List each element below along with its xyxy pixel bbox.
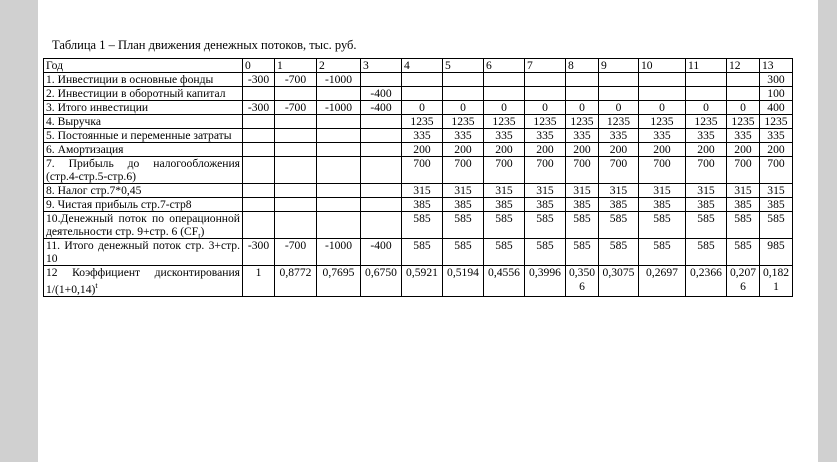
table-cell: 300 xyxy=(760,73,793,87)
table-cell: 0,1821 xyxy=(760,266,793,297)
table-cell xyxy=(275,184,317,198)
table-cell xyxy=(243,143,275,157)
table-row xyxy=(44,87,793,101)
table-cell xyxy=(243,87,275,101)
table-cell: 1235 xyxy=(760,115,793,129)
table-cell: 0 xyxy=(566,101,599,115)
table-cell: 315 xyxy=(525,184,566,198)
row-label xyxy=(44,129,243,143)
table-cell: -400 xyxy=(361,87,402,101)
table-cell: 585 xyxy=(599,212,639,239)
table-cell: -1000 xyxy=(317,73,361,87)
row-label-text: 5. Постоянные и переменные затраты xyxy=(46,129,232,142)
table-cell: 0 xyxy=(599,101,639,115)
table-cell xyxy=(599,87,639,101)
table-cell: 585 xyxy=(639,212,686,239)
table-cell: 1235 xyxy=(484,115,525,129)
table-cell: 1235 xyxy=(566,115,599,129)
header-year-cell: 2 xyxy=(317,59,361,73)
table-cell: 585 xyxy=(443,212,484,239)
table-cell: 200 xyxy=(443,143,484,157)
table-cell: -300 xyxy=(243,239,275,266)
table-cell xyxy=(275,157,317,184)
header-year-cell: 5 xyxy=(443,59,484,73)
table-cell: 335 xyxy=(402,129,443,143)
row-label xyxy=(44,212,243,239)
table-cell: 200 xyxy=(760,143,793,157)
table-cell xyxy=(566,87,599,101)
table-cell: 700 xyxy=(566,157,599,184)
table-cell xyxy=(599,73,639,87)
table-cell: 0 xyxy=(443,101,484,115)
table-cell xyxy=(275,143,317,157)
table-cell: 0,2366 xyxy=(686,266,727,297)
table-cell: 335 xyxy=(484,129,525,143)
table-cell xyxy=(317,198,361,212)
table-cell: 0 xyxy=(525,101,566,115)
header-year-cell: 9 xyxy=(599,59,639,73)
row-label xyxy=(44,198,243,212)
row-label-subscript: t xyxy=(198,231,201,239)
row-label xyxy=(44,115,243,129)
row-label xyxy=(44,101,243,115)
row-label xyxy=(44,266,243,297)
row-label-text: 3. Итого инвестиции xyxy=(46,101,149,114)
table-cell: 585 xyxy=(599,239,639,266)
table-cell: -400 xyxy=(361,101,402,115)
table-cell: 335 xyxy=(566,129,599,143)
row-label-superscript: t xyxy=(95,281,98,290)
table-cell: 0,4556 xyxy=(484,266,525,297)
table-cell: 0,5921 xyxy=(402,266,443,297)
header-year-cell: 6 xyxy=(484,59,525,73)
table-cell: 700 xyxy=(599,157,639,184)
table-cell: 385 xyxy=(686,198,727,212)
row-label xyxy=(44,87,243,101)
cash-flow-table xyxy=(43,58,793,297)
table-cell: 700 xyxy=(727,157,760,184)
table-cell: 335 xyxy=(639,129,686,143)
table-cell: 335 xyxy=(525,129,566,143)
table-cell: 200 xyxy=(599,143,639,157)
table-cell xyxy=(402,87,443,101)
header-year-cell: 0 xyxy=(243,59,275,73)
table-cell: 0,3996 xyxy=(525,266,566,297)
table-cell xyxy=(243,212,275,239)
header-year-cell: 3 xyxy=(361,59,402,73)
table-cell: 315 xyxy=(639,184,686,198)
table-cell: 0,3075 xyxy=(599,266,639,297)
table-cell: 400 xyxy=(760,101,793,115)
table-cell: 385 xyxy=(599,198,639,212)
table-cell: 0 xyxy=(484,101,525,115)
table-cell xyxy=(443,73,484,87)
table-cell xyxy=(317,143,361,157)
table-cell: 0,3506 xyxy=(566,266,599,297)
row-label-text: 1. Инвестиции в основные фонды xyxy=(46,73,214,86)
table-cell: 385 xyxy=(639,198,686,212)
table-cell: 585 xyxy=(760,212,793,239)
table-cell xyxy=(639,73,686,87)
row-label xyxy=(44,157,243,184)
table-cell: 335 xyxy=(760,129,793,143)
table-cell: 100 xyxy=(760,87,793,101)
row-label-text: 7. Прибыль до налогообложения (стр.4-стр.5-стр.6) xyxy=(46,157,240,183)
table-cell xyxy=(686,73,727,87)
table-cell xyxy=(317,184,361,198)
table-cell: 585 xyxy=(686,239,727,266)
table-cell: 200 xyxy=(402,143,443,157)
table-cell xyxy=(275,129,317,143)
header-year-cell: 8 xyxy=(566,59,599,73)
row-label xyxy=(44,239,243,266)
table-row xyxy=(44,101,793,115)
table-cell xyxy=(275,198,317,212)
table-cell xyxy=(317,115,361,129)
row-label-text: 2. Инвестиции в оборотный капитал xyxy=(46,87,226,100)
table-cell: 0 xyxy=(727,101,760,115)
table-cell xyxy=(361,115,402,129)
table-cell xyxy=(525,73,566,87)
table-cell: 315 xyxy=(727,184,760,198)
table-cell: 315 xyxy=(443,184,484,198)
table-cell xyxy=(275,115,317,129)
table-cell: 315 xyxy=(484,184,525,198)
table-cell: 985 xyxy=(760,239,793,266)
table-cell: 585 xyxy=(727,239,760,266)
table-cell: 585 xyxy=(443,239,484,266)
table-cell: -700 xyxy=(275,101,317,115)
table-row xyxy=(44,129,793,143)
table-cell xyxy=(402,73,443,87)
table-cell: 200 xyxy=(566,143,599,157)
table-cell: 1235 xyxy=(525,115,566,129)
header-year-cell: 4 xyxy=(402,59,443,73)
table-cell xyxy=(443,87,484,101)
table-cell: 585 xyxy=(566,212,599,239)
table-row xyxy=(44,212,793,239)
table-cell: 315 xyxy=(566,184,599,198)
table-cell xyxy=(484,73,525,87)
row-label xyxy=(44,143,243,157)
table-cell: 335 xyxy=(599,129,639,143)
table-cell: -1000 xyxy=(317,239,361,266)
row-label-text: 10.Денежный поток по операционной деятельности стр. 9+стр. 6 (CF xyxy=(46,212,240,238)
table-cell xyxy=(361,184,402,198)
table-cell: 700 xyxy=(639,157,686,184)
table-cell xyxy=(317,157,361,184)
table-cell: 385 xyxy=(525,198,566,212)
table-cell: 315 xyxy=(402,184,443,198)
table-cell: 585 xyxy=(686,212,727,239)
table-cell xyxy=(243,184,275,198)
table-cell: 1 xyxy=(243,266,275,297)
table-cell: 700 xyxy=(760,157,793,184)
table-cell: 585 xyxy=(566,239,599,266)
table-cell xyxy=(361,212,402,239)
table-cell: -700 xyxy=(275,239,317,266)
table-cell xyxy=(361,157,402,184)
table-cell: 585 xyxy=(402,239,443,266)
table-cell: 0,8772 xyxy=(275,266,317,297)
table-cell xyxy=(275,212,317,239)
table-cell xyxy=(639,87,686,101)
row-label-text: 11. Итого денежный поток стр. 3+стр. 10 xyxy=(46,239,240,265)
table-row xyxy=(44,239,793,266)
table-cell: -1000 xyxy=(317,101,361,115)
table-cell: 1235 xyxy=(686,115,727,129)
table-cell: 700 xyxy=(525,157,566,184)
table-cell: 0 xyxy=(639,101,686,115)
header-year-cell: 13 xyxy=(760,59,793,73)
table-cell: 200 xyxy=(525,143,566,157)
table-cell: 385 xyxy=(566,198,599,212)
table-cell: 700 xyxy=(686,157,727,184)
header-year-cell: 1 xyxy=(275,59,317,73)
row-label xyxy=(44,184,243,198)
table-row xyxy=(44,115,793,129)
table-cell xyxy=(361,198,402,212)
row-label xyxy=(44,73,243,87)
row-label-text: 12 Коэффициент дисконтирования 1/(1+0,14) xyxy=(46,266,240,296)
table-cell xyxy=(361,73,402,87)
table-cell: 0 xyxy=(402,101,443,115)
table-cell: 315 xyxy=(760,184,793,198)
table-cell xyxy=(727,87,760,101)
table-row xyxy=(44,157,793,184)
header-year-label: Год xyxy=(44,59,243,73)
table-cell: -300 xyxy=(243,101,275,115)
table-cell: 585 xyxy=(727,212,760,239)
table-cell: 335 xyxy=(727,129,760,143)
table-row xyxy=(44,184,793,198)
table-cell xyxy=(317,212,361,239)
table-row xyxy=(44,143,793,157)
table-cell: 0,2076 xyxy=(727,266,760,297)
table-cell xyxy=(566,73,599,87)
table-cell: -300 xyxy=(243,73,275,87)
table-cell: 315 xyxy=(686,184,727,198)
row-label-text: 9. Чистая прибыль стр.7-стр8 xyxy=(46,198,192,211)
row-label-end: ) xyxy=(200,225,205,238)
table-cell: 315 xyxy=(599,184,639,198)
table-cell: 700 xyxy=(484,157,525,184)
table-cell xyxy=(525,87,566,101)
table-cell: 385 xyxy=(443,198,484,212)
table-cell: 0,2697 xyxy=(639,266,686,297)
table-cell: 200 xyxy=(484,143,525,157)
table-cell: 585 xyxy=(525,212,566,239)
table-cell: 700 xyxy=(402,157,443,184)
table-cell xyxy=(361,143,402,157)
table-cell: 0,5194 xyxy=(443,266,484,297)
table-cell: 385 xyxy=(484,198,525,212)
table-cell: 0 xyxy=(686,101,727,115)
table-cell xyxy=(243,157,275,184)
table-cell xyxy=(243,129,275,143)
table-row xyxy=(44,73,793,87)
table-cell xyxy=(361,129,402,143)
table-cell xyxy=(243,115,275,129)
table-cell: 0,7695 xyxy=(317,266,361,297)
table-cell: 385 xyxy=(727,198,760,212)
table-cell: 200 xyxy=(639,143,686,157)
header-year-cell: 11 xyxy=(686,59,727,73)
row-label-text: 6. Амортизация xyxy=(46,143,124,156)
table-cell: 1235 xyxy=(402,115,443,129)
table-cell: -700 xyxy=(275,73,317,87)
header-year-cell: 12 xyxy=(727,59,760,73)
table-cell: 1235 xyxy=(443,115,484,129)
table-cell: 335 xyxy=(443,129,484,143)
table-cell: 1235 xyxy=(639,115,686,129)
header-row xyxy=(44,59,793,73)
table-cell: 700 xyxy=(443,157,484,184)
table-cell xyxy=(243,198,275,212)
table-cell xyxy=(484,87,525,101)
table-cell: 585 xyxy=(484,212,525,239)
table-cell: 585 xyxy=(484,239,525,266)
table-cell xyxy=(727,73,760,87)
table-row xyxy=(44,198,793,212)
table-cell: 200 xyxy=(727,143,760,157)
table-cell: 0,6750 xyxy=(361,266,402,297)
table-cell: 335 xyxy=(686,129,727,143)
table-cell: 585 xyxy=(639,239,686,266)
table-cell: 385 xyxy=(402,198,443,212)
row-label-text: 4. Выручка xyxy=(46,115,101,128)
table-cell xyxy=(686,87,727,101)
table-cell: 200 xyxy=(686,143,727,157)
header-year-cell: 7 xyxy=(525,59,566,73)
table-cell: 585 xyxy=(402,212,443,239)
table-cell: 1235 xyxy=(599,115,639,129)
table-cell xyxy=(317,129,361,143)
table-cell: 585 xyxy=(525,239,566,266)
table-caption: Таблица 1 – План движения денежных потоков, тыс. руб. xyxy=(52,38,357,52)
table-cell xyxy=(317,87,361,101)
table-cell: 385 xyxy=(760,198,793,212)
table-cell xyxy=(275,87,317,101)
table-cell: -400 xyxy=(361,239,402,266)
row-label-text: 8. Налог стр.7*0,45 xyxy=(46,184,142,197)
table-cell: 1235 xyxy=(727,115,760,129)
header-year-cell: 10 xyxy=(639,59,686,73)
table-row xyxy=(44,266,793,297)
